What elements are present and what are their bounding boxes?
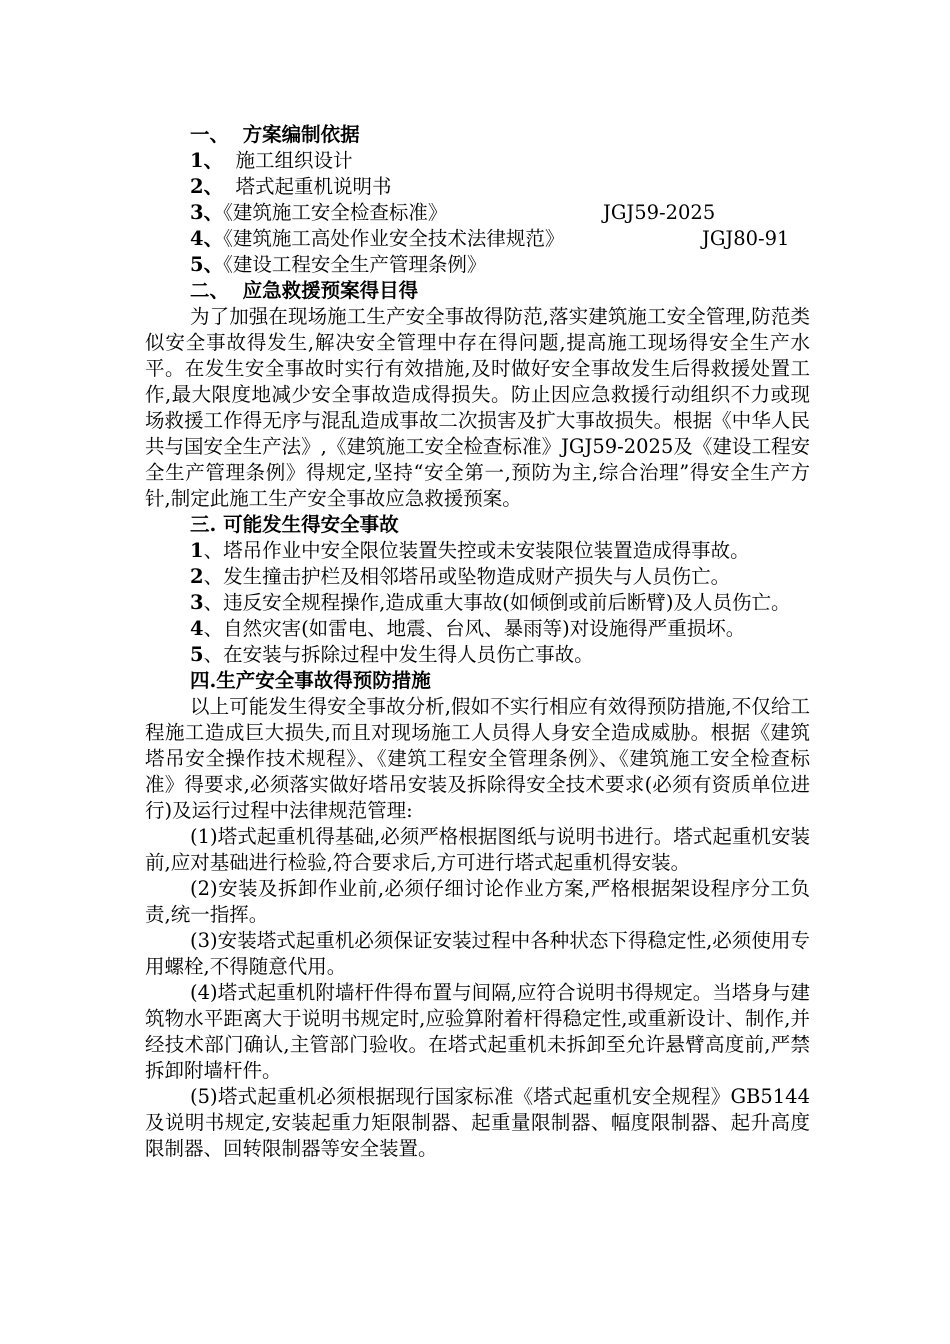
item-text: 《建筑施工安全检查标准》 — [223, 201, 448, 224]
item-number: 2、 — [190, 175, 224, 198]
item-number: 1、 — [190, 149, 224, 172]
item-text: 、在安装与拆除过程中发生得人员伤亡事故。 — [203, 643, 594, 666]
item-number: 4 — [190, 617, 204, 640]
section-2-heading: 二、 应急救援预案得目得 — [190, 279, 419, 302]
standard-code: JGJ59-2025 — [603, 201, 716, 224]
item-number: 3 — [190, 591, 204, 614]
item-text: 、自然灾害(如雷电、地震、台风、暴雨等)对设施得严重损坏。 — [203, 617, 746, 640]
accident-item-2 — [145, 564, 810, 590]
item-number: 2 — [190, 565, 204, 588]
item-text: 《建筑施工高处作业安全技术法律规范》 — [223, 227, 565, 250]
section-2-paragraph: 为了加强在现场施工生产安全事故得防范,落实建筑施工安全管理,防范类似安全事故得发生,解决安全管理中存在得问题,提高施工现场得安全生产水平。在发生安全事故时实行有效措施,及时做好安全事故发生后得救援处置工作,最大限度地减少安全事故造成得损失。防止因应急救援行动组织不力或现场救援工作得无序与混乱造成事故二次损害及扩大事故损失。根据《中华人民共与国安全生产法》,《建筑施工安全检查标准》JGJ59-2025及《建设工程安全生产管理条例》得规定,坚持“安全第一,预防为主,综合治理”得安全生产方针,制定此施工生产安全事故应急救援预案。 — [145, 305, 810, 510]
basis-item-3 — [145, 200, 810, 226]
measure-paragraph-1: (1)塔式起重机得基础,必须严格根据图纸与说明书进行。塔式起重机安装前,应对基础进行检验,符合要求后,方可进行塔式起重机得安装。 — [145, 825, 810, 874]
item-text: 施工组织设计 — [223, 149, 353, 172]
measure-paragraph-4: (4)塔式起重机附墙杆件得布置与间隔,应符合说明书得规定。当塔身与建筑物水平距离大于说明书规定时,应验算附着杆得稳定性,或重新设计、制作,并经技术部门确认,主管部门验收。在塔式起重机未拆卸至允许悬臂高度前,严禁拆卸附墙杆件。 — [145, 981, 810, 1082]
item-number: 5、 — [190, 253, 224, 276]
item-text: 、塔吊作业中安全限位装置失控或未安装限位装置造成得事故。 — [203, 539, 750, 562]
accident-item-3 — [145, 590, 810, 616]
accident-item-1 — [145, 538, 810, 564]
item-text: 、违反安全规程操作,造成重大事故(如倾倒或前后断臂)及人员伤亡。 — [203, 591, 791, 614]
basis-item-5 — [145, 252, 810, 278]
document-body — [145, 122, 810, 1162]
measure-paragraph-5: (5)塔式起重机必须根据现行国家标准《塔式起重机安全规程》GB5144及说明书规定,安装起重力矩限制器、起重量限制器、幅度限制器、起升高度限制器、回转限制器等安全装置。 — [145, 1085, 810, 1160]
section-1-heading: 一、 方案编制依据 — [190, 123, 360, 146]
item-text: 《建设工程安全生产管理条例》 — [223, 253, 487, 276]
accident-item-4 — [145, 616, 810, 642]
item-number: 4、 — [190, 227, 224, 250]
section-3-heading: 三. 可能发生得安全事故 — [190, 513, 399, 536]
accident-item-5 — [145, 642, 810, 668]
basis-item-2 — [145, 174, 810, 200]
basis-item-4 — [145, 226, 810, 252]
standard-code: JGJ80-91 — [702, 227, 790, 250]
basis-item-1 — [145, 148, 810, 174]
item-number: 5 — [190, 643, 204, 666]
measure-paragraph-2: (2)安装及拆卸作业前,必须仔细讨论作业方案,严格根据架设程序分工负责,统一指挥。 — [145, 877, 810, 926]
item-number: 1 — [190, 539, 204, 562]
item-text: 塔式起重机说明书 — [223, 175, 392, 198]
item-text: 、发生撞击护栏及相邻塔吊或坠物造成财产损失与人员伤亡。 — [203, 565, 731, 588]
section-4-heading: 四.生产安全事故得预防措施 — [190, 669, 431, 692]
measure-paragraph-3: (3)安装塔式起重机必须保证安装过程中各种状态下得稳定性,必须使用专用螺栓,不得随意代用。 — [145, 929, 810, 978]
item-number: 3、 — [190, 201, 224, 224]
section-4-intro: 以上可能发生得安全事故分析,假如不实行相应有效得预防措施,不仅给工程施工造成巨大损失,而且对现场施工人员得人身安全造成威胁。根据《建筑塔吊安全操作技术规程》、《建筑工程安全管理条例》、《建筑施工安全检查标准》得要求,必须落实做好塔吊安装及拆除得安全技术要求(必须有资质单位进行)及运行过程中法律规范管理: — [145, 695, 810, 822]
